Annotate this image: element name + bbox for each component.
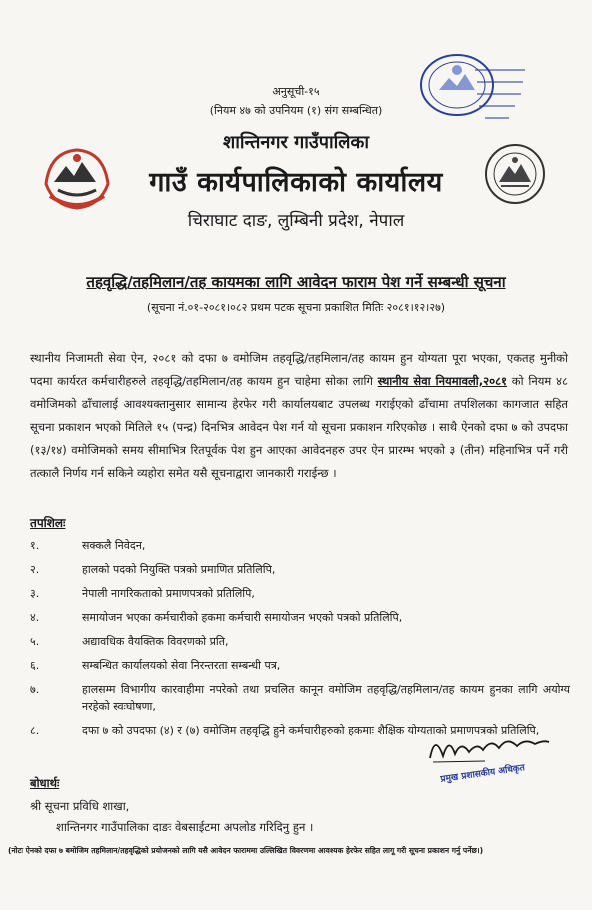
cc-recipient: श्री सूचना प्रविधि शाखा, <box>30 799 130 813</box>
notice-number: (सूचना नं.०१-२०८१।०८२ प्रथम पटक सूचना प्रकाशित मितिः २०८१।१२।२७) <box>146 301 446 314</box>
rule-reference: (नियम ४७ को उपनियम (१) संग सम्बन्धित) <box>209 104 383 117</box>
body-part-2: को नियम ४८ वमोजिमको ढाँचालाई आवश्यक्तानुसार सामान्य हेरफेर गरी कार्यालयबाट उपलब्ध गराईएको ढाँचामा तपशिलका कागजात सहित सूचना प्रकाशन भएको मितिले १५ (पन्द्र) दिनभित्र आवेदन पेश गर्न यो सूचना प्रकाशन गरिएकोछ । साथै ऐनको दफा ७ को उपदफा (१३/१४) वमोजिमको समय सीमाभित्र रितपूर्वक पेश हुन आएका आवेदनहरु उपर ऐन प्रारम्भ भएको ३ (तीन) महिनाभित्र पर्ने गरी तत्कालै निर्णय गर्न सकिने व्यहोरा समेत यसै सूचनाद्वारा जानकारी गराईन्छ । <box>30 374 568 480</box>
cc-heading: बोधार्थः <box>30 776 60 790</box>
list-item: ६. सम्बन्धित कार्यालयको सेवा निरन्तरता सम्बन्धी पत्र, <box>30 659 281 672</box>
municipality-name: शान्तिनगर गाउँपालिका <box>222 132 370 153</box>
office-title: गाउँ कार्यपालिकाको कार्यालय <box>149 167 443 198</box>
list-item: ४. समायोजन भएका कर्मचारीको हकमा कर्मचारी समायोजन भएको पत्रको प्रतिलिपि, <box>30 611 403 624</box>
list-item: ३. नेपाली नागरिकताको प्रमाणपत्रको प्रतिलिपि, <box>30 587 255 600</box>
list-item: २. हालको पदको नियुक्ति पत्रको प्रमाणित प्रतिलिपि, <box>30 563 276 576</box>
cc-instruction: शान्तिनगर गाउँपालिका दाङः वेबसाईटमा अपलोड गरिदिनु हुन । <box>56 820 314 834</box>
body-part-1: स्थानीय निजामती सेवा ऐन, २०८१ को दफा ७ वमोजिम तहवृद्धि/तहमिलान/तह कायम हुन योग्यता पूरा भएका, एकतह मुनीको पदमा कार्यरत कर्मचारीहरुले तहवृद्धि/तहमिलान/तह कायम हुन चाहेमा सोका लागि <box>30 351 568 388</box>
list-item: ८. दफा ७ को उपदफा (४) र (७) वमोजिम तहवृद्धि हुने कर्मचारीहरुको हकमाः शैक्षिक योग्यताको प्रमाणपत्रको प्रतिलिपि, <box>30 724 540 737</box>
list-item: १. सक्कलै निवेदन, <box>30 539 146 552</box>
footnote: (नोटः ऐनको दफा ७ बमोजिम तहमिलान/तहवृद्धिको प्रयोजनको लागि यसै आवेदन फाराममा उल्लिखित विवरणमा आवश्यक हेरफेर सहित लागू गरी सूचना प्रकाशन गर्नु पर्नेछ।) <box>8 846 484 855</box>
list-item: ७. हालसम्म विभागीय कारवाहीमा नपरेको तथा प्रचलित कानून वमोजिम तहवृद्धि/तहमिलान/तह कायम हुनका लागि अयोग्य नरहेको स्वःघोषणा, <box>30 683 570 713</box>
annex-label: अनुसूची-१५ <box>272 85 320 98</box>
notice-body <box>30 347 568 485</box>
regulation-name: स्थानीय सेवा नियमावली,२०८१ <box>377 374 508 388</box>
details-heading: तपशिलः <box>30 516 66 530</box>
notice-subject: तहवृद्धि/तहमिलान/तह कायमका लागि आवेदन फाराम पेश गर्ने सम्बन्धी सूचना <box>86 273 506 291</box>
signatory-title: प्रमुख प्रशासकीय अधिकृत <box>439 763 526 785</box>
document-list <box>30 537 570 746</box>
office-address: चिराघाट दाङ, लुम्बिनी प्रदेश, नेपाल <box>187 211 405 231</box>
list-item: ५. अद्यावधिक वैयक्तिक विवरणको प्रति, <box>30 635 229 648</box>
